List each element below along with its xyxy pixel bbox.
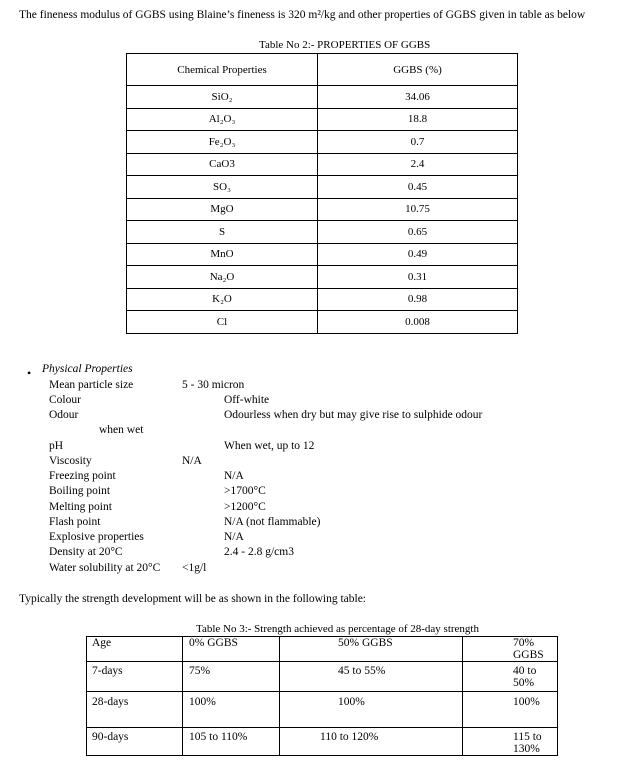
value-cell: 0.65 <box>318 221 518 244</box>
age-cell: 28-days <box>87 692 183 728</box>
table3-caption: Table No 3:- Strength achieved as percentage of 28-day strength <box>196 623 479 635</box>
property-cell: Al₂O₃ <box>127 108 318 131</box>
property-cell: Fe₂O₃ <box>127 131 318 154</box>
prop-value: >1200°C <box>224 501 266 513</box>
property-cell: Cl <box>127 311 318 334</box>
prop-value: <1g/l <box>182 562 207 574</box>
value-cell: 100% <box>463 692 558 728</box>
property-cell: CaO3 <box>127 153 318 176</box>
table-row <box>87 662 558 692</box>
table-row <box>127 311 518 334</box>
prop-label: Freezing point <box>49 470 116 482</box>
prop-label: Flash point <box>49 516 101 528</box>
value-cell: 115 to 130% <box>463 728 558 756</box>
prop-value: When wet, up to 12 <box>224 440 315 452</box>
table-header-row <box>127 54 518 86</box>
property-cell: Na₂O <box>127 266 318 289</box>
strength-paragraph: Typically the strength development will be as shown in the following table: <box>19 593 366 605</box>
value-cell: 0.98 <box>318 288 518 311</box>
value-cell: 110 to 120% <box>280 728 463 756</box>
property-cell: SiO₂ <box>127 86 318 109</box>
prop-value-continued: when wet <box>99 424 144 436</box>
age-cell: 7-days <box>87 662 183 692</box>
property-cell: MgO <box>127 198 318 221</box>
value-cell: 0.45 <box>318 176 518 199</box>
value-cell: 0.31 <box>318 266 518 289</box>
prop-label: Melting point <box>49 501 112 513</box>
prop-label: Viscosity <box>49 455 92 467</box>
table-row <box>127 221 518 244</box>
prop-label: Explosive properties <box>49 531 144 543</box>
table2-caption: Table No 2:- PROPERTIES OF GGBS <box>259 39 431 51</box>
value-cell: 0.49 <box>318 243 518 266</box>
table-row <box>127 108 518 131</box>
prop-label: Mean particle size <box>49 379 134 391</box>
prop-value: N/A <box>224 531 244 543</box>
value-cell: 18.8 <box>318 108 518 131</box>
table-row <box>127 288 518 311</box>
table-row <box>127 153 518 176</box>
value-cell: 75% <box>183 662 280 692</box>
prop-label: Boiling point <box>49 485 111 497</box>
age-cell: 90-days <box>87 728 183 756</box>
value-cell: 40 to 50% <box>463 662 558 692</box>
strength-table <box>86 636 558 756</box>
value-cell: 45 to 55% <box>280 662 463 692</box>
header-chemical-properties: Chemical Properties <box>127 54 318 86</box>
prop-value: N/A <box>182 455 202 467</box>
table-header-row <box>87 637 558 662</box>
value-cell: 105 to 110% <box>183 728 280 756</box>
prop-value: 2.4 - 2.8 g/cm3 <box>224 546 294 558</box>
table-row <box>127 243 518 266</box>
header-age: Age <box>87 637 183 662</box>
property-cell: MnO <box>127 243 318 266</box>
value-cell: 100% <box>280 692 463 728</box>
table-row <box>127 266 518 289</box>
prop-label: pH <box>49 440 64 452</box>
prop-label: Density at 20°C <box>49 546 123 558</box>
header-ggbs-percent: GGBS (%) <box>318 54 518 86</box>
properties-table <box>126 53 518 334</box>
header-0-ggbs: 0% GGBS <box>183 637 280 662</box>
table-row <box>87 692 558 728</box>
property-cell: S <box>127 221 318 244</box>
table-row <box>127 131 518 154</box>
prop-value: Odourless when dry but may give rise to sulphide odour <box>224 409 483 421</box>
prop-label: Water solubility at 20°C <box>49 562 161 574</box>
physical-properties-heading: Physical Properties <box>42 363 133 375</box>
intro-paragraph: The fineness modulus of GGBS using Blaine’s fineness is 320 m²/kg and other properties of GGBS given in table as below <box>19 9 586 21</box>
prop-value: 5 - 30 micron <box>182 379 245 391</box>
value-cell: 0.7 <box>318 131 518 154</box>
table-row <box>127 176 518 199</box>
prop-label: Colour <box>49 394 81 406</box>
value-cell: 2.4 <box>318 153 518 176</box>
bullet-icon: • <box>27 366 32 380</box>
header-70-ggbs: 70% GGBS <box>463 637 558 662</box>
value-cell: 100% <box>183 692 280 728</box>
property-cell: K₂O <box>127 288 318 311</box>
prop-value: >1700°C <box>224 485 266 497</box>
property-cell: SO₃ <box>127 176 318 199</box>
value-cell: 10.75 <box>318 198 518 221</box>
value-cell: 0.008 <box>318 311 518 334</box>
value-cell: 34.06 <box>318 86 518 109</box>
header-50-ggbs: 50% GGBS <box>280 637 463 662</box>
table-row <box>127 86 518 109</box>
table-row <box>127 198 518 221</box>
prop-value: N/A <box>224 470 244 482</box>
table-row <box>87 728 558 756</box>
prop-value: N/A (not flammable) <box>224 516 321 528</box>
prop-value: Off-white <box>224 394 270 406</box>
prop-label: Odour <box>49 409 79 421</box>
